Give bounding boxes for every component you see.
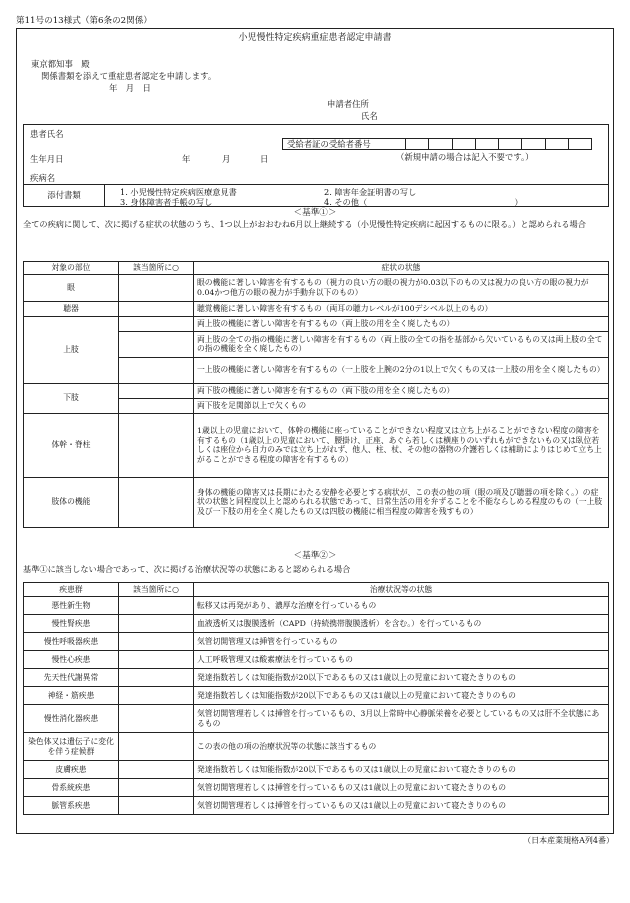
attachment-item[interactable]: 4. その他（ ）	[324, 197, 523, 207]
check-cell[interactable]	[119, 301, 194, 316]
disease-group: 染色体又は遺伝子に変化を伴う症候群	[24, 733, 119, 761]
table-row	[24, 301, 609, 316]
column-header: 治療状況等の状態	[194, 583, 609, 597]
table-row	[24, 633, 609, 651]
disease-group: 慢性心疾患	[24, 651, 119, 669]
body-part: 下肢	[24, 383, 119, 413]
body-part: 肢体の機能	[24, 477, 119, 527]
document-title: 小児慢性特定疾病重症患者認定申請書	[238, 33, 392, 43]
patient-name-label: 患者氏名	[30, 129, 64, 139]
recipient-number-digit[interactable]	[453, 139, 476, 149]
table-row	[24, 316, 609, 331]
check-cell[interactable]	[119, 779, 194, 797]
condition-text: 両下肢の機能に著しい障害を有するもの（両下肢の用を全く廃したもの）	[194, 383, 609, 398]
check-cell[interactable]	[119, 705, 194, 733]
check-cell[interactable]	[119, 615, 194, 633]
treatment-status: 気管切開管理若しくは挿管を行っているもの又は1歳以上の児童において寝たきりのもの	[194, 797, 609, 815]
table-row	[24, 413, 609, 477]
treatment-status: 気管切開管理又は挿管を行っているもの	[194, 633, 609, 651]
birth-day-unit: 日	[260, 154, 269, 164]
check-cell[interactable]	[119, 797, 194, 815]
body-part: 体幹・脊柱	[24, 413, 119, 477]
check-cell[interactable]	[119, 651, 194, 669]
check-cell[interactable]	[119, 669, 194, 687]
divider	[24, 184, 608, 185]
body-part: 上肢	[24, 316, 119, 383]
attachment-item[interactable]: 2. 障害年金証明書の写し	[324, 187, 417, 197]
treatment-status: 発達指数若しくは知能指数が20以下であるもの又は1歳以上の児童において寝たきりのもの	[194, 687, 609, 705]
criteria1-table	[23, 261, 609, 528]
table-row	[24, 274, 609, 301]
disease-group: 慢性消化器疾患	[24, 705, 119, 733]
form-number: 第11号の13様式（第6条の2関係）	[16, 16, 152, 26]
condition-text: 両下肢を足関節以上で欠くもの	[194, 398, 609, 413]
treatment-status: 気管切開管理若しくは挿管を行っているもの、3月以上常時中心静脈栄養を必要としているもの又は肝不全状態にあるもの	[194, 705, 609, 733]
check-cell[interactable]	[119, 331, 194, 357]
body-part: 眼	[24, 274, 119, 301]
addressee: 東京都知事 殿	[31, 59, 90, 69]
recipient-number-digit[interactable]	[499, 139, 522, 149]
applicant-name-label: 氏名	[361, 111, 378, 121]
treatment-status: 気管切開管理若しくは挿管を行っているもの又は1歳以上の児童において寝たきりのもの	[194, 779, 609, 797]
criteria1-description: 全ての疾病に関して、次に掲げる症状の状態のうち、1つ以上がおおむね6月以上継続する（小児慢性特定疾病に起因するものに限る。）と認められる場合	[23, 219, 586, 229]
check-cell[interactable]	[119, 477, 194, 527]
treatment-status: 転移又は再発があり、濃厚な治療を行っているもの	[194, 597, 609, 615]
criteria2-description: 基準①に該当しない場合であって、次に掲げる治療状況等の状態にあると認められる場合	[23, 564, 351, 574]
attachment-item[interactable]: 1. 小児慢性特定疾病医療意見書	[120, 187, 237, 197]
patient-info-box	[23, 124, 609, 207]
condition-text: 眼の機能に著しい障害を有するもの（視力の良い方の眼の視力が0.03以下のもの又は視力の良い方の眼の視力が0.04かつ他方の眼の視力が手動弁以下のもの）	[194, 274, 609, 301]
treatment-status: 発達指数若しくは知能指数が20以下であるもの又は1歳以上の児童において寝たきりのもの	[194, 761, 609, 779]
application-form	[16, 28, 614, 834]
table-row	[24, 383, 609, 398]
paper-size-note: （日本産業規格A列4番）	[523, 836, 614, 845]
check-cell[interactable]	[119, 383, 194, 398]
check-cell[interactable]	[119, 761, 194, 779]
table-row	[24, 761, 609, 779]
column-header: 疾患群	[24, 583, 119, 597]
recipient-number-digit[interactable]	[476, 139, 499, 149]
condition-text: 聴覚機能に著しい障害を有するもの（両耳の聴力レベルが100デシベル以上のもの）	[194, 301, 609, 316]
disease-group: 皮膚疾患	[24, 761, 119, 779]
check-cell[interactable]	[119, 687, 194, 705]
applicant-address-label: 申請者住所	[327, 99, 369, 109]
treatment-status: 発達指数若しくは知能指数が20以下であるもの又は1歳以上の児童において寝たきりのもの	[194, 669, 609, 687]
disease-group: 慢性腎疾患	[24, 615, 119, 633]
check-cell[interactable]	[119, 597, 194, 615]
table-row	[24, 669, 609, 687]
disease-group: 骨系統疾患	[24, 779, 119, 797]
column-header: 対象の部位	[24, 262, 119, 275]
condition-text: 身体の機能の障害又は長期にわたる安静を必要とする病状が、この表の他の項（眼の項及び聴器の項を除く。）の症状の状態と同程度以上と認められる状態であって、日常生活の用を弁ずることを不能ならしめる程度のもの（一上肢及び一下肢の用を全く廃したもの又は四肢の機能に相当程度の障害を残すもの）	[194, 477, 609, 527]
recipient-number-label: 受給者証の受給者番号	[283, 139, 406, 149]
birth-year-unit: 年	[182, 154, 191, 164]
table-row	[24, 651, 609, 669]
disease-group: 先天性代謝異常	[24, 669, 119, 687]
table-row	[24, 477, 609, 527]
table-header-row	[24, 262, 609, 275]
request-statement: 関係書類を添えて重症患者認定を申請します。	[41, 71, 217, 81]
table-row	[24, 615, 609, 633]
condition-text: 一上肢の機能に著しい障害を有するもの（一上肢を上腕の2分の1以上で欠くもの又は一上肢の用を全く廃したもの）	[194, 357, 609, 383]
table-header-row	[24, 583, 609, 597]
treatment-status: 人工呼吸管理又は酸素療法を行っているもの	[194, 651, 609, 669]
check-cell[interactable]	[119, 357, 194, 383]
table-row	[24, 797, 609, 815]
recipient-number-field[interactable]	[282, 138, 592, 150]
recipient-number-digit[interactable]	[569, 139, 591, 149]
check-cell[interactable]	[119, 733, 194, 761]
new-application-note: （新規申請の場合は記入不要です。）	[396, 152, 534, 162]
body-part: 聴器	[24, 301, 119, 316]
criteria1-heading: ＜基準①＞	[293, 208, 337, 218]
birthdate-label: 生年月日	[30, 154, 64, 164]
attachment-item[interactable]: 3. 身体障害者手帳の写し	[120, 197, 213, 207]
criteria2-heading: ＜基準②＞	[293, 551, 337, 561]
check-cell[interactable]	[119, 398, 194, 413]
birth-month-unit: 月	[222, 154, 231, 164]
criteria2-table	[23, 582, 609, 815]
recipient-number-digit[interactable]	[429, 139, 452, 149]
table-row	[24, 733, 609, 761]
disease-group: 慢性呼吸器疾患	[24, 633, 119, 651]
check-cell[interactable]	[119, 413, 194, 477]
recipient-number-digit[interactable]	[522, 139, 545, 149]
recipient-number-digit[interactable]	[406, 139, 429, 149]
disease-group: 悪性新生物	[24, 597, 119, 615]
condition-text: 両上肢の機能に著しい障害を有するもの（両上肢の用を全く廃したもの）	[194, 316, 609, 331]
condition-text: 1歳以上の児童において、体幹の機能に座っていることができない程度又は立ち上がることができない程度の障害を有するもの（1歳以上の児童において、腰掛け、正座、あぐら若しくは横座りのいずれもができないもの又は臥位若しくは座位から自力のみでは立ち上がれず、他人、柱、杖、その他の器物の介護若しくは補助によりはじめて立ち上がることができる程度の障害を有するもの）	[194, 413, 609, 477]
recipient-number-digit[interactable]	[546, 139, 569, 149]
column-header: 該当箇所に○	[119, 583, 194, 597]
table-row	[24, 687, 609, 705]
treatment-status: 血液透析又は腹膜透析（CAPD（持続携帯腹膜透析）を含む。）を行っているもの	[194, 615, 609, 633]
check-cell[interactable]	[119, 316, 194, 331]
application-date[interactable]: 年 月 日	[109, 83, 151, 93]
disease-group: 神経・筋疾患	[24, 687, 119, 705]
disease-group: 脈管系疾患	[24, 797, 119, 815]
table-row	[24, 597, 609, 615]
attachments-label: 添付書類	[24, 184, 105, 206]
table-row	[24, 779, 609, 797]
check-cell[interactable]	[119, 274, 194, 301]
table-row	[24, 705, 609, 733]
treatment-status: この表の他の項の治療状況等の状態に該当するもの	[194, 733, 609, 761]
column-header: 該当箇所に○	[119, 262, 194, 275]
disease-name-label: 疾病名	[30, 173, 56, 183]
check-cell[interactable]	[119, 633, 194, 651]
column-header: 症状の状態	[194, 262, 609, 275]
condition-text: 両上肢の全ての指の機能に著しい障害を有するもの（両上肢の全ての指を基部から欠いているもの又は両上肢の全ての指の機能を全く廃したもの）	[194, 331, 609, 357]
